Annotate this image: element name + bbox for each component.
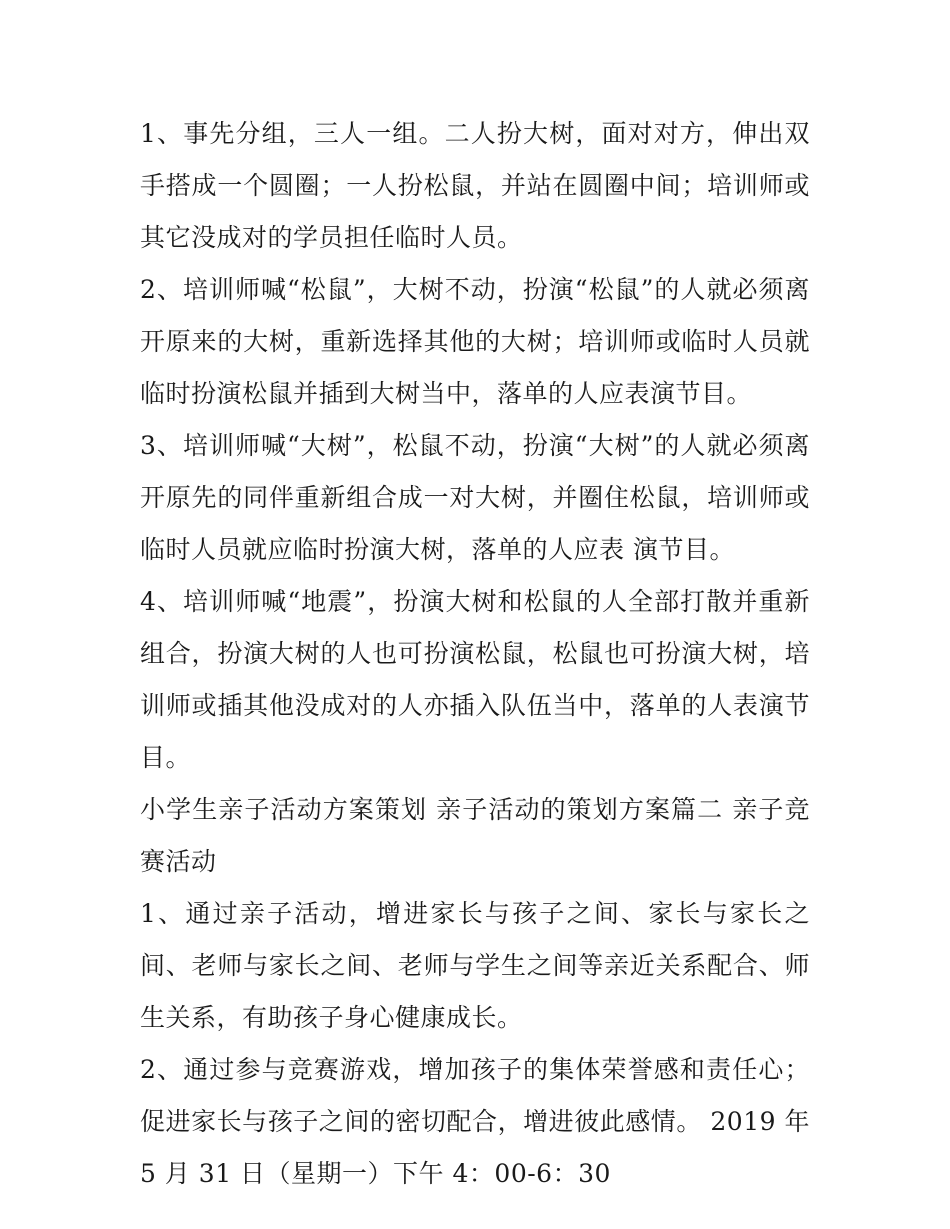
paragraph-rule-1: 1、事先分组，三人一组。二人扮大树，面对对方，伸出双手搭成一个圆圈；一人扮松鼠，并站在圆圈中间；培训师或其它没成对的学员担任临时人员。 — [140, 119, 810, 252]
paragraph-goal-2: 2、通过参与竞赛游戏，增加孩子的集体荣誉感和责任心；促进家长与孩子之间的密切配合，增进彼此感情。 2019 年 5 月 31 日（星期一）下午 4：00-6：30 — [140, 1055, 810, 1188]
document-body — [140, 108, 810, 1200]
paragraph-rule-3: 3、培训师喊“大树”，松鼠不动，扮演“大树”的人就必须离开原先的同伴重新组合成一对大树，并圈住松鼠，培训师或临时人员就应临时扮演大树，落单的人应表 演节目。 — [140, 431, 810, 564]
paragraph-rule-2: 2、培训师喊“松鼠”，大树不动，扮演“松鼠”的人就必须离开原来的大树，重新选择其他的大树；培训师或临时人员就临时扮演松鼠并插到大树当中，落单的人应表演节目。 — [140, 275, 810, 408]
paragraph-rule-4: 4、培训师喊“地震”，扮演大树和松鼠的人全部打散并重新组合，扮演大树的人也可扮演松鼠，松鼠也可扮演大树，培训师或插其他没成对的人亦插入队伍当中，落单的人表演节目。 — [140, 587, 810, 772]
section-heading: 小学生亲子活动方案策划 亲子活动的策划方案篇二 亲子竞赛活动 — [140, 795, 810, 876]
paragraph-goal-1: 1、通过亲子活动，增进家长与孩子之间、家长与家长之间、老师与家长之间、老师与学生之间等亲近关系配合、师生关系，有助孩子身心健康成长。 — [140, 899, 810, 1032]
